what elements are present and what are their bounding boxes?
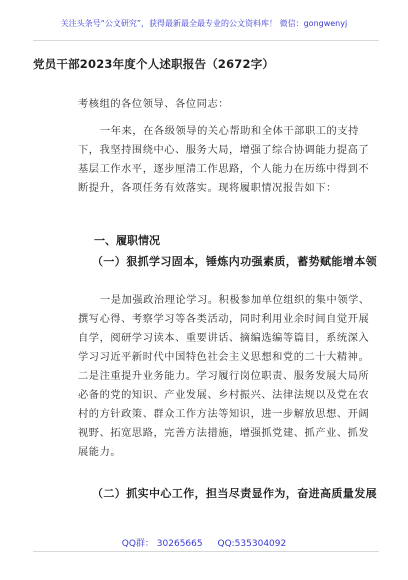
greeting: 考核组的各位领导、各位同志： <box>78 99 230 110</box>
paragraph-1: 一是加强政治理论学习。积极参加单位组织的集中领学、撰写心得、考察学习等各类活动，同时利用业余时间自觉开展自学，阅研学习读本、重要讲话、摘编选编等篇目，系统深入学习习近平新时代中国特色社会主义思想和党的二十大精神。二是注重提升业务能力。学习履行岗位职责、服务发展大局所必备的党的知识、产业发展、乡村振兴、法律法规以及党在农村的方针政策、群众工作方法等知识，进一步解放思想、开阔视野、拓宽思路，完善方法措施，增强抓党建、抓产业、抓发展能力。 <box>78 295 370 458</box>
footer-qq-group: QQ群： 30265665 <box>121 539 203 549</box>
top-divider <box>33 40 379 41</box>
document-title: 党员干部2023年度个人述职报告（2672字） <box>33 57 275 71</box>
footer-qq: QQ:535304092 <box>217 539 287 549</box>
header-note: 关注头条号“公文研究”，获得最新最全最专业的公文资料库！ 微信：gongwenyj <box>60 19 348 28</box>
footer-contacts <box>0 536 408 549</box>
bottom-divider <box>33 551 379 552</box>
section-heading-1: 一、履职情况 <box>94 234 160 247</box>
intro-paragraph: 一年来，在各级领导的关心帮助和全体干部职工的支持下，我坚持围绕中心、服务大局，增强了综合协调能力提高了基层工作水平，逐步厘清工作思路，个人能力在历练中得到不断提升，各项任务有效落实。现将履职情况报告如下： <box>78 126 370 194</box>
subsection-heading-2: （二）抓实中心工作，担当尽责显作为，奋进高质量发展 <box>92 487 377 500</box>
subsection-heading-1: （一）狠抓学习固本，锤炼内功强素质，蓄势赋能增本领 <box>92 255 377 268</box>
